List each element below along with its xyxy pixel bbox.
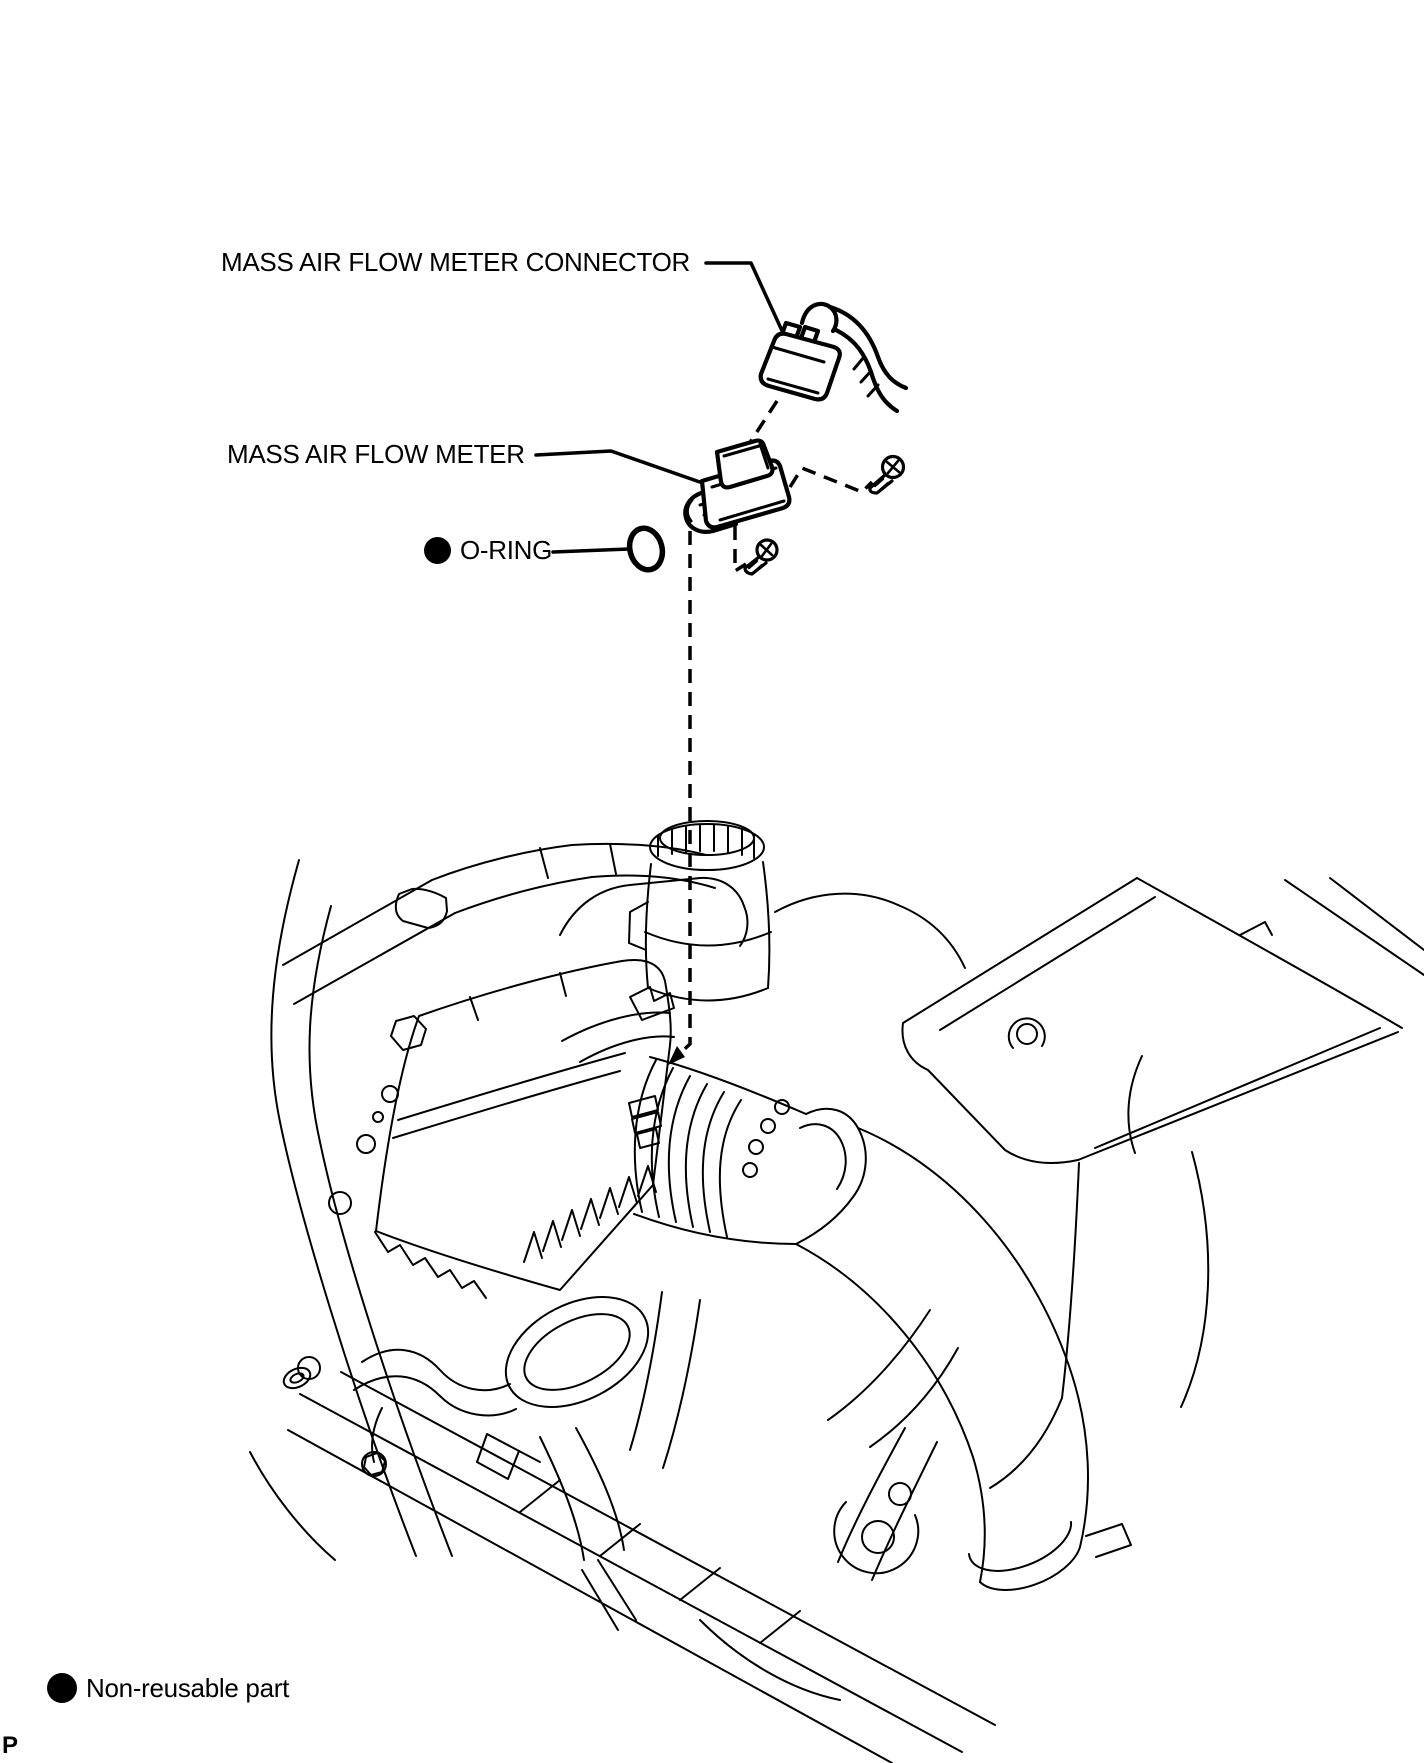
leader-o-ring xyxy=(553,549,629,552)
intake-hose-corrugated xyxy=(629,1057,866,1244)
label-maf-connector xyxy=(221,247,690,277)
leader-maf-meter xyxy=(536,451,717,488)
label-maf-meter xyxy=(227,439,525,469)
maf-meter-drawing xyxy=(685,441,789,532)
non-reusable-dot-icon xyxy=(424,537,451,564)
legend-non-reusable xyxy=(47,1673,289,1703)
legend-text: Non-reusable part xyxy=(86,1673,290,1703)
air-cleaner-box xyxy=(375,960,674,1429)
label-maf-meter-text: MASS AIR FLOW METER xyxy=(227,439,525,469)
screw-1-icon xyxy=(870,457,904,494)
engine-bay-drawing xyxy=(250,821,1424,1763)
screw-2-icon xyxy=(745,540,777,574)
label-o-ring-text: O-RING xyxy=(460,535,553,565)
page-marker: P xyxy=(2,1732,19,1759)
label-o-ring xyxy=(424,535,552,565)
power-steering-reservoir xyxy=(629,821,965,1001)
label-maf-connector-text: MASS AIR FLOW METER CONNECTOR xyxy=(221,247,690,277)
panel-bolt-hole xyxy=(1017,1024,1037,1044)
cowl-panel xyxy=(283,844,747,1050)
non-reusable-dot-icon xyxy=(47,1673,77,1703)
dash-maf-to-screw2 xyxy=(735,526,746,571)
right-engine-panel xyxy=(902,878,1424,1488)
intake-duct xyxy=(796,1128,1131,1590)
o-ring-drawing xyxy=(625,525,667,574)
dash-maf-to-screw1 xyxy=(790,468,872,492)
dash-connector-to-maf xyxy=(749,401,777,444)
dash-maf-to-engine xyxy=(676,531,690,1057)
fender-apron xyxy=(271,860,452,1556)
connector-drawing xyxy=(761,304,906,411)
dash-arrowhead xyxy=(668,1046,685,1065)
engine-lower-details xyxy=(477,1292,937,1700)
